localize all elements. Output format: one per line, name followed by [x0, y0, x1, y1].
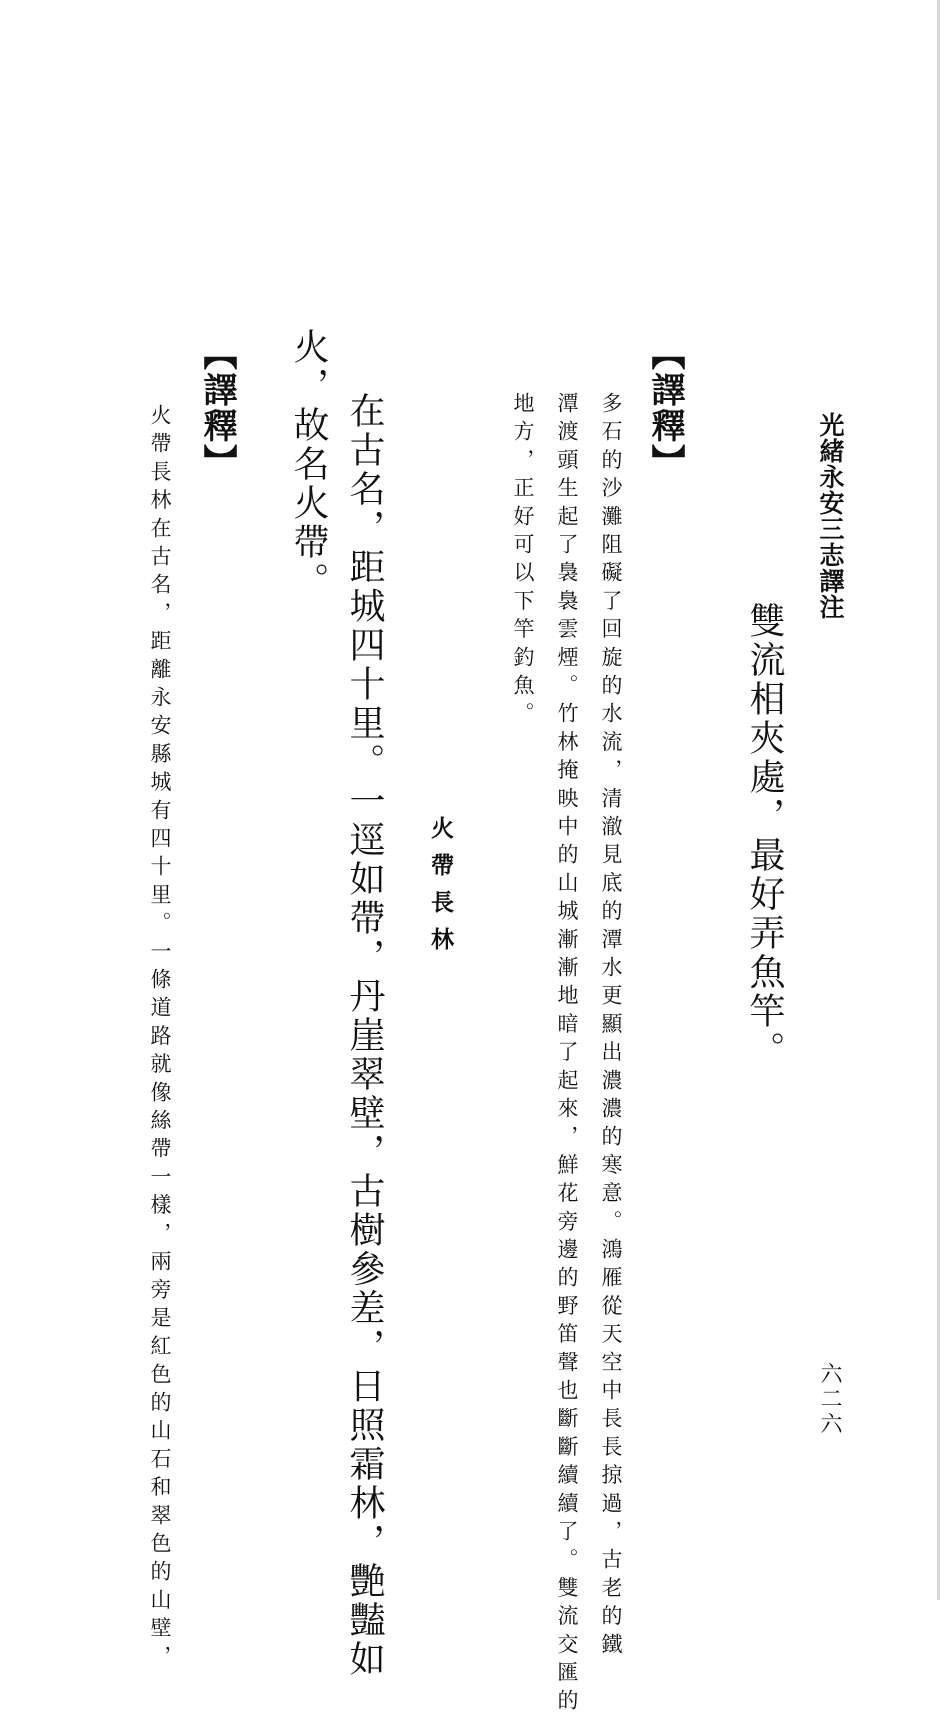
verse-line: 在古名，距城四十里。一逕如帶，丹崖翠壁，古樹參差，日照霜林，艷豔如 — [344, 392, 385, 1679]
translation-line: 火帶長林在古名，距離永安縣城有四十里。一條道路就像絲帶一樣，兩旁是紅色的山石和翠色的山壁， — [148, 404, 172, 1673]
section-heading-translation: 【譯釋】 — [645, 336, 685, 480]
verse-line: 火，故名火帶。 — [288, 328, 329, 601]
section-heading-translation: 【譯釋】 — [197, 336, 237, 480]
poem-line: 雙流相夾處，最好弄魚竿。 — [744, 602, 785, 1070]
page-number: 六二六 — [817, 1362, 842, 1437]
running-title: 光緒永安三志譯注 — [816, 412, 845, 620]
translation-line: 潭渡頭生起了裊裊雲煙。竹林掩映中的山城漸漸地暗了起來，鮮花旁邊的野笛聲也斷斷續續了。雙流交匯的 — [555, 392, 579, 1717]
section-title: 火帶長林 — [427, 816, 453, 964]
translation-line: 地方，正好可以下竿釣魚。 — [511, 392, 535, 731]
translation-line: 多石的沙灘阻礙了回旋的水流，清澈見底的潭水更顯出濃濃的寒意。鴻雁從天空中長長掠過，古老的鐵 — [599, 392, 623, 1661]
